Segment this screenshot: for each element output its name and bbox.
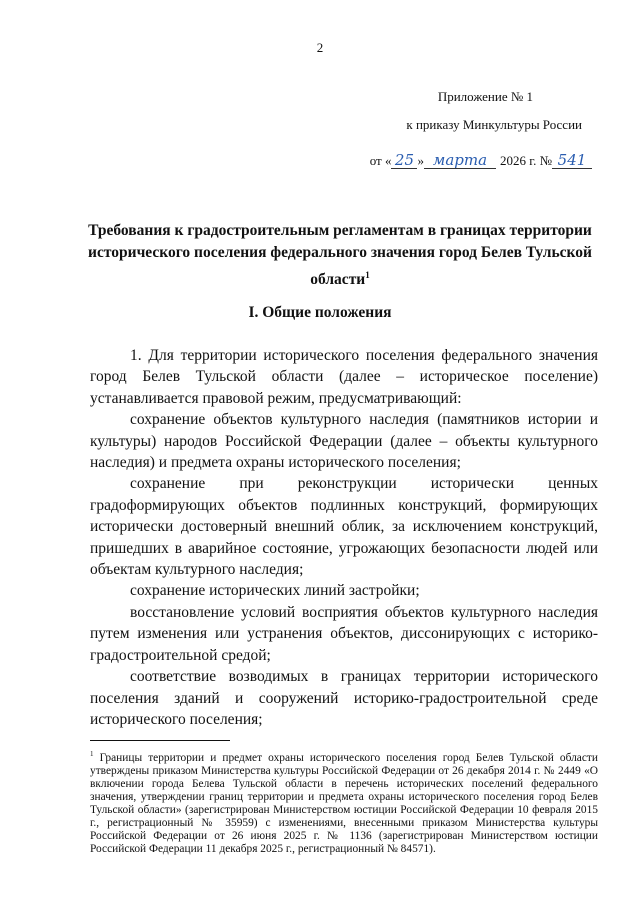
footnote: [90, 748, 598, 856]
paragraph: сохранение при реконструкции исторически ценных градоформирующих объектов подлинных конструкций, формирующих исторически достоверный внешний облик, за исключением конструкций, пришедших в аварийное состояние, угрожающих безопасности людей или объектам культурного наследия;: [90, 475, 598, 579]
appendix-order-reference: к приказу Минкультуры России: [406, 117, 582, 132]
date-prefix: от «: [369, 153, 392, 168]
paragraph: 1. Для территории исторического поселения федерального значения город Белев Тульской области (далее – историческое поселение) устанавливается правовой режим, предусматривающий:: [90, 347, 598, 407]
paragraph: сохранение исторических линий застройки;: [130, 582, 420, 600]
document-title: [80, 220, 600, 291]
footnote-divider: [90, 740, 230, 741]
document-title-text: Требования к градостроительным регламентам в границах территории исторического поселения федерального значения город Белев Тульской области: [88, 222, 592, 289]
paragraph: сохранение объектов культурного наследия (памятников истории и культуры) народов Российской Федерации (далее – объекты культурного наследия) и предмета охраны исторического поселения;: [90, 411, 598, 472]
page-number: 2: [316, 40, 324, 55]
appendix-date-line: [370, 152, 592, 169]
footnote-text: Границы территории и предмет охраны исторического поселения город Белев Тульской области утверждены приказом Министерства культуры Российской Федерации от 26 декабря 2014 г. № 2449 «О включении города Белева Тульской области в перечень исторических поселений федерального значения, утверждении границ территории и предмета охраны исторического поселения город Белев Тульской области» (зарегистрирован Министерством юстиции Российской Федерации 10 февраля 2015 г., регистрационный № 35959) с изменениями, внесенными приказом Министерства культуры Российской Федерации от 26 июня 2025 г. № 1136 (зарегистрирован Министерством юстиции Российской Федерации 11 декабря 2025 г., регистрационный № 84571).: [90, 751, 598, 855]
section-heading: I. Общие положения: [248, 304, 392, 321]
document-body: [90, 345, 598, 730]
date-quote-close: »: [417, 153, 424, 168]
appendix-title: Приложение № 1: [437, 89, 533, 104]
paragraph: соответствие возводимых в границах территории исторического поселения зданий и сооружений историко-градостроительной среде исторического поселения;: [90, 668, 598, 728]
paragraph: восстановление условий восприятия объектов культурного наследия путем изменения или устранения объектов, диссонирующих с историко-градостроительной средой;: [90, 603, 598, 664]
handwritten-day: 25: [391, 152, 417, 169]
footnote-mark: 1: [90, 750, 94, 758]
title-footnote-mark: 1: [365, 270, 370, 280]
handwritten-order-number: 541: [552, 152, 592, 169]
year-label: 2026 г. №: [499, 153, 552, 168]
handwritten-month: марта: [424, 152, 496, 169]
